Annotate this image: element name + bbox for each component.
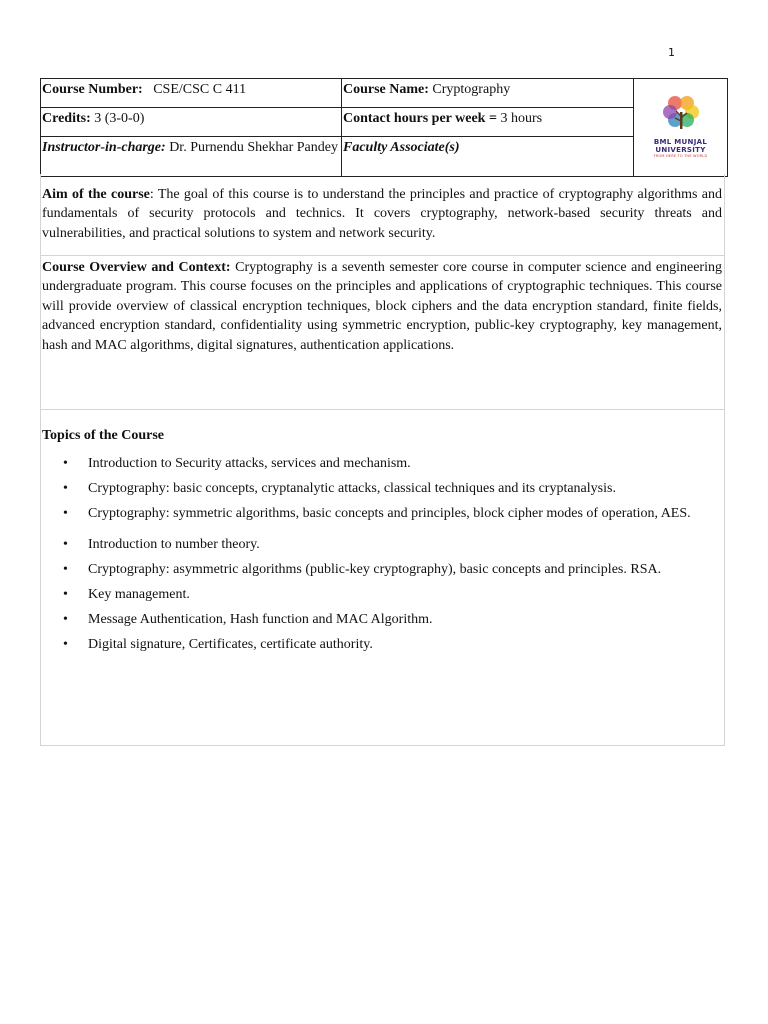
topics-list xyxy=(42,451,722,657)
overview-paragraph xyxy=(42,258,722,355)
list-item xyxy=(42,632,722,657)
topic-text: Cryptography: symmetric algorithms, basic concepts and principles, block cipher modes of operation, AES. xyxy=(88,506,691,521)
credits-value: 3 (3-0-0) xyxy=(94,111,145,126)
university-logo xyxy=(641,94,721,159)
bullet-icon: • xyxy=(63,506,68,521)
bullet-icon: • xyxy=(63,537,68,552)
faculty-label: Faculty Associate(s) xyxy=(343,140,460,155)
list-item xyxy=(42,582,722,607)
page-number: 1 xyxy=(668,46,675,59)
course-name-value: Cryptography xyxy=(432,82,511,97)
credits-label: Credits: xyxy=(42,111,91,126)
list-item xyxy=(42,532,722,557)
credits-cell xyxy=(41,108,342,137)
topic-text: Cryptography: basic concepts, cryptanalytic attacks, classical techniques and its cryptanalysis. xyxy=(88,481,616,496)
topic-text: Introduction to number theory. xyxy=(88,537,260,552)
logo-cell xyxy=(634,79,728,177)
tree-logo-icon xyxy=(661,94,701,132)
topics-section xyxy=(40,410,725,746)
instructor-value: Dr. Purnendu Shekhar Pandey xyxy=(169,140,338,155)
topic-text: Key management. xyxy=(88,587,190,602)
topic-text: Digital signature, Certificates, certificate authority. xyxy=(88,637,373,652)
course-number-label: Course Number: xyxy=(42,82,143,97)
list-item xyxy=(42,451,722,476)
list-item xyxy=(42,607,722,632)
aim-label: Aim of the course xyxy=(42,187,150,202)
bullet-icon: • xyxy=(63,456,68,471)
overview-section xyxy=(40,256,725,410)
instructor-cell xyxy=(41,137,342,177)
course-name-label: Course Name: xyxy=(343,82,429,97)
faculty-cell xyxy=(342,137,634,177)
topics-heading: Topics of the Course xyxy=(42,428,164,443)
bullet-icon: • xyxy=(63,562,68,577)
topic-text: Cryptography: asymmetric algorithms (public-key cryptography), basic concepts and principles. RSA. xyxy=(88,562,662,577)
aim-section xyxy=(40,174,725,256)
instructor-label: Instructor-in-charge: xyxy=(42,140,166,155)
list-item xyxy=(42,501,722,526)
contact-hours-label: Contact hours per week = xyxy=(343,111,497,126)
logo-tagline: FROM HERE TO THE WORLD xyxy=(653,153,708,158)
course-info-table xyxy=(40,78,728,177)
course-number-value: CSE/CSC C 411 xyxy=(153,82,247,97)
aim-text: : The goal of this course is to understand the principles and practice of cryptography algorithms and fundamentals of security protocols and technics. It covers cryptography, network-based security threats and vulnerabilities, and practical solutions to system and network security. xyxy=(42,187,722,241)
bullet-icon: • xyxy=(63,587,68,602)
contact-hours-value: 3 hours xyxy=(500,111,543,126)
aim-paragraph xyxy=(42,185,722,243)
topic-text: Message Authentication, Hash function and MAC Algorithm. xyxy=(88,612,433,627)
overview-label: Course Overview and Context: xyxy=(42,260,231,275)
logo-line1: BML MUNJAL xyxy=(653,137,708,146)
course-name-cell xyxy=(342,79,634,108)
topic-text: Introduction to Security attacks, services and mechanism. xyxy=(88,456,411,471)
list-item xyxy=(42,476,722,501)
bullet-icon: • xyxy=(63,637,68,652)
list-item xyxy=(42,557,722,582)
overview-text: Cryptography is a seventh semester core course in computer science and engineering undergraduate program. This course focuses on the principles and applications of cryptographic techniques. This course will provide overview of classical encryption techniques, block ciphers and the data encryption standard, finite fields, advanced encryption standard, confidentiality using symmetric encryption, public-key cryptography, key management, hash and MAC algorithms, digital signatures, authentication applications. xyxy=(42,260,722,353)
bullet-icon: • xyxy=(63,612,68,627)
course-number-cell xyxy=(41,79,342,108)
logo-line2: UNIVERSITY xyxy=(655,145,706,154)
contact-hours-cell xyxy=(342,108,634,137)
bullet-icon: • xyxy=(63,481,68,496)
